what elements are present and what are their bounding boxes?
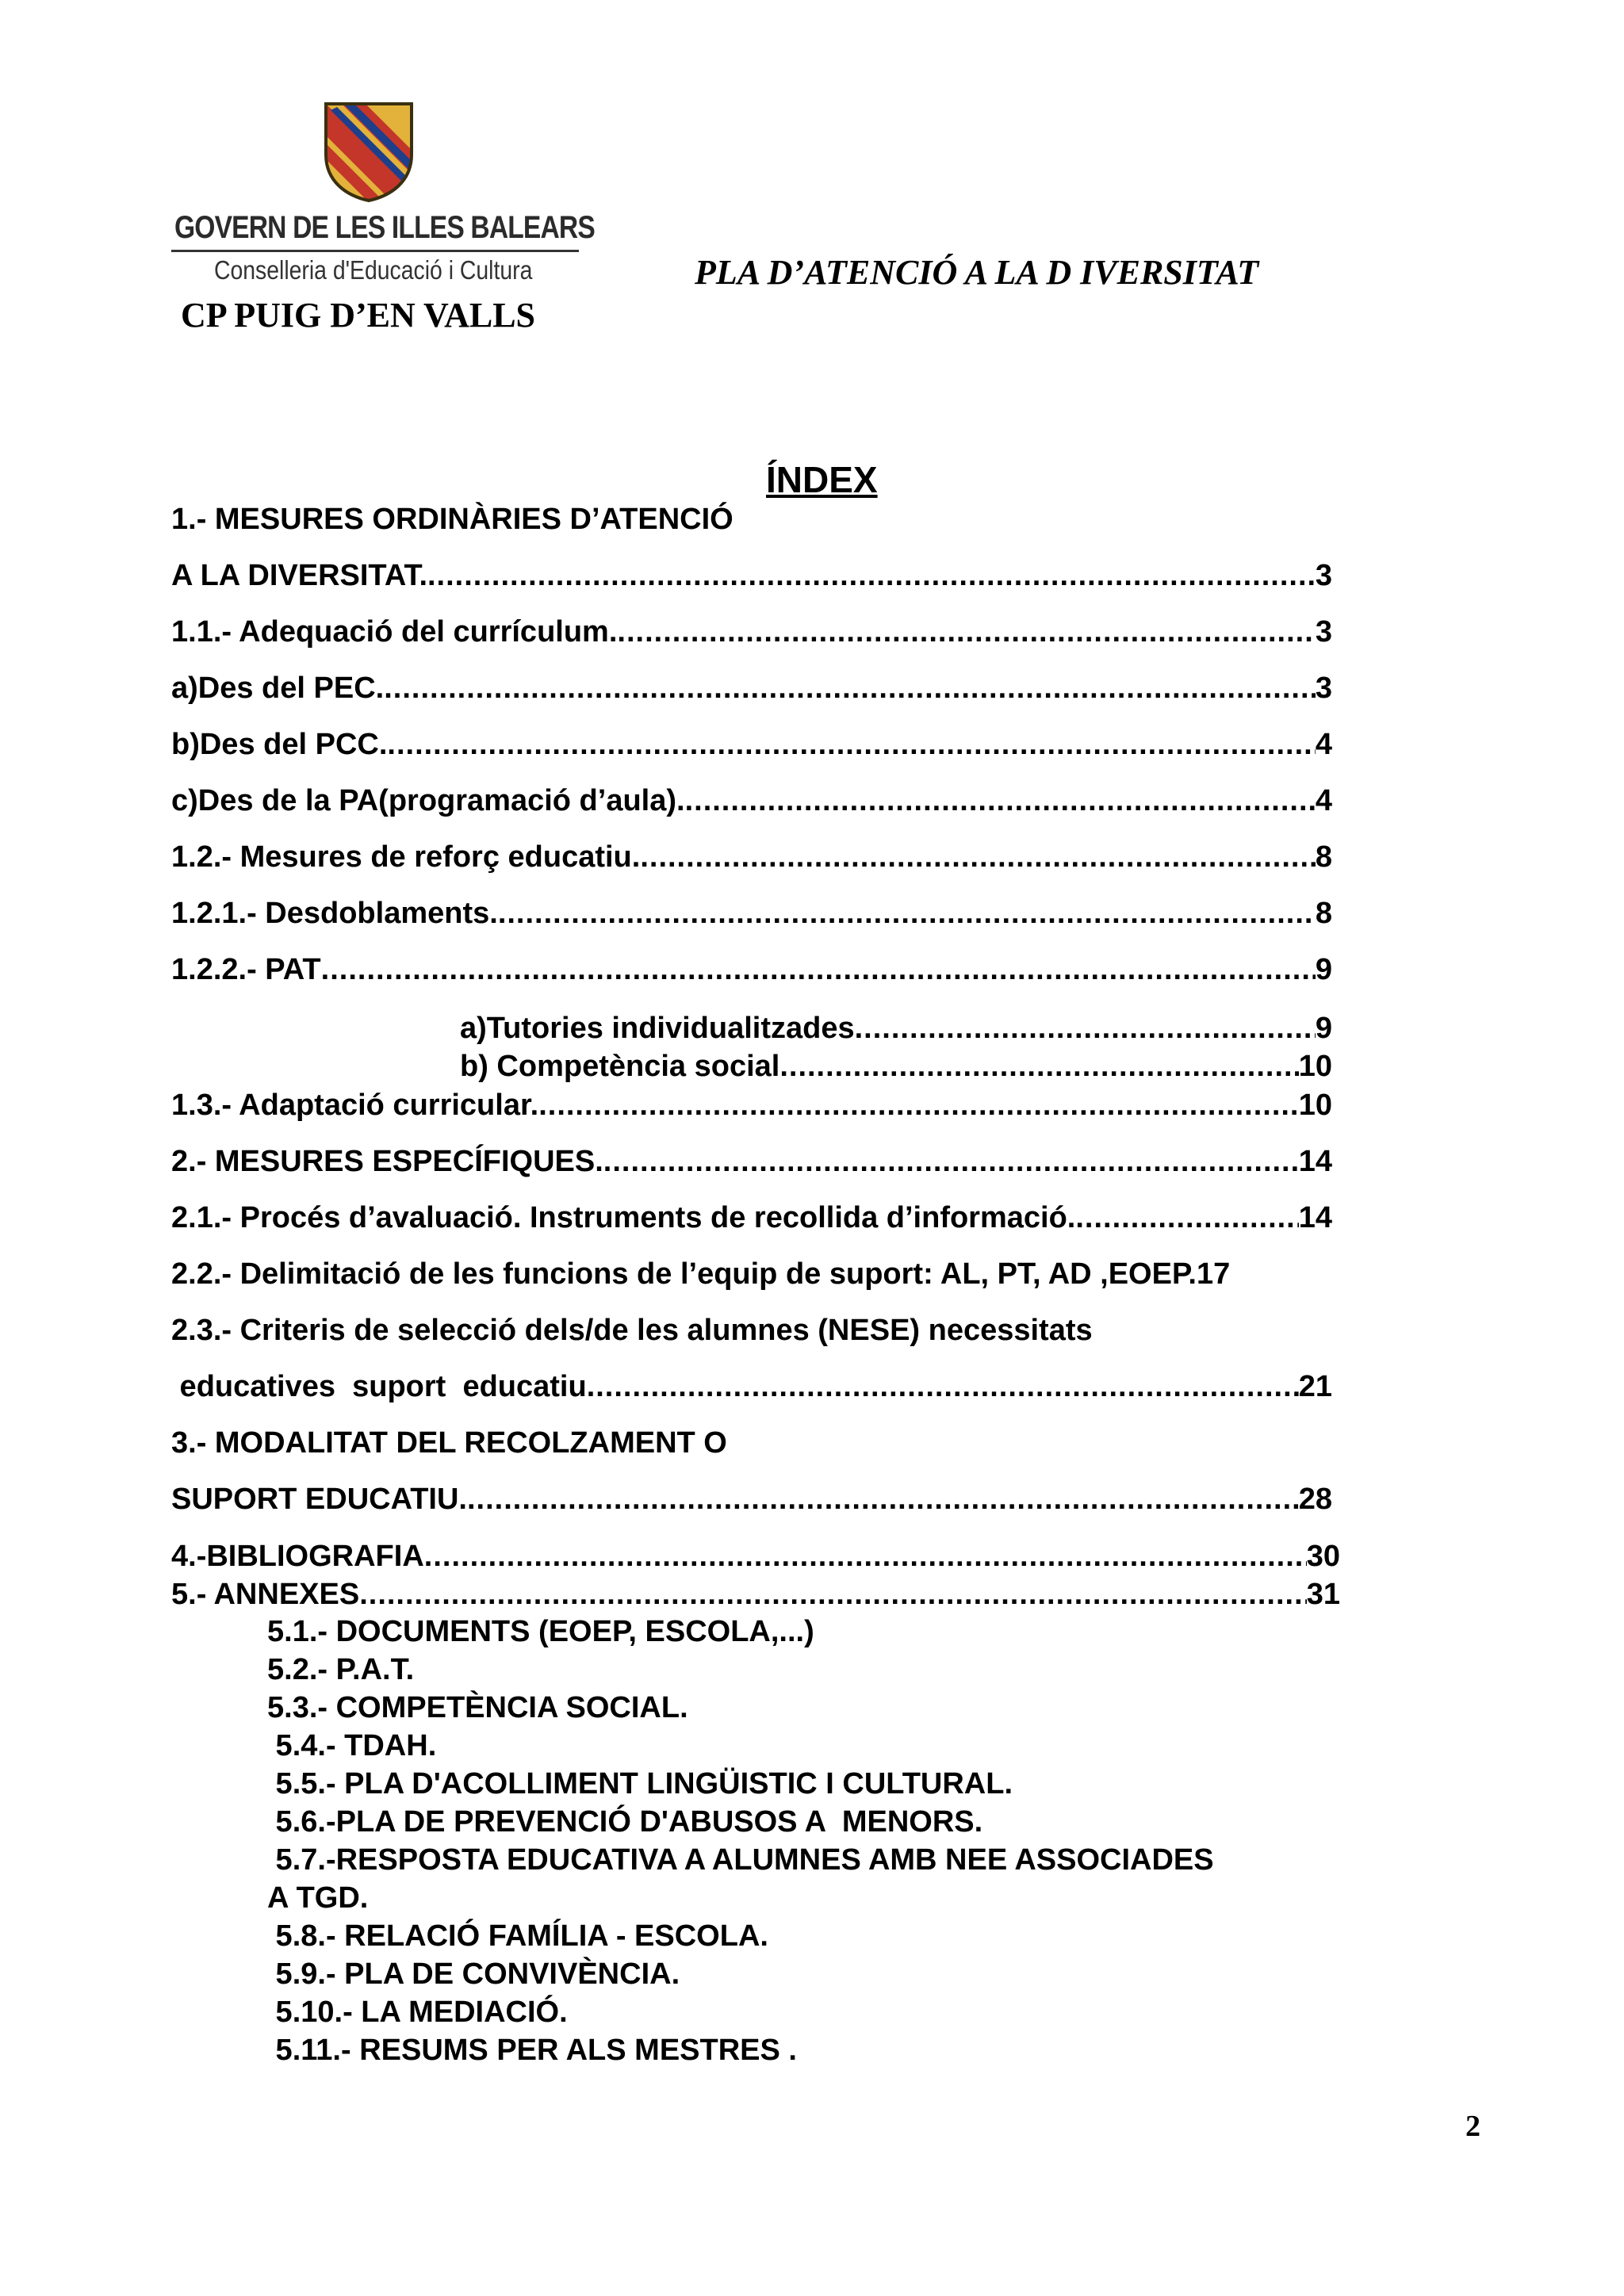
toc-entry-text: 1.2.1.- Desdoblaments. [171, 897, 498, 930]
toc-entry-page: 21 [1298, 1370, 1332, 1403]
toc-entry[interactable] [171, 557, 1332, 594]
toc-entry[interactable] [460, 1010, 1332, 1047]
toc-entry[interactable] [171, 783, 1332, 819]
annex-item: A TGD. [267, 1881, 369, 1915]
toc-entry[interactable] [171, 895, 1332, 932]
toc-entry-page: 31 [1306, 1578, 1340, 1611]
toc-entry[interactable] [171, 1143, 1332, 1180]
toc-entry[interactable] [171, 1481, 1332, 1517]
toc-entry-text: 1.3.- Adaptació curricular. [171, 1089, 539, 1122]
toc-entry-text: A LA DIVERSITAT. [171, 559, 427, 592]
toc-entry-page: 8 [1315, 840, 1332, 874]
toc-entry-2-3[interactable]: 2.3.- Criteris de selecció dels/de les alumnes (NESE) necessitats [171, 1314, 1093, 1347]
toc-entry-page: 30 [1306, 1540, 1340, 1573]
toc-entry-text: a)Tutories individualitzades [460, 1012, 855, 1045]
toc-entry-text: 2.- MESURES ESPECÍFIQUES. [171, 1145, 603, 1178]
toc-entry-text: 1.2.- Mesures de reforç educatiu. [171, 840, 641, 874]
toc-entry[interactable] [171, 1200, 1332, 1236]
divider [171, 250, 579, 252]
toc-entry-page: 4 [1315, 784, 1332, 817]
toc-entry[interactable] [171, 839, 1332, 875]
toc-entry-text: b) Competència social [460, 1050, 780, 1083]
toc-entry-page: 10 [1298, 1089, 1332, 1122]
toc-heading-1: 1.- MESURES ORDINÀRIES D’ATENCIÓ [171, 503, 733, 536]
toc-entry-text: SUPORT EDUCATIU. [171, 1483, 467, 1516]
toc-entry-text: 2.1.- Procés d’avaluació. Instruments de recollida d’informació. [171, 1201, 1076, 1234]
toc-entry-2-2[interactable]: 2.2.- Delimitació de les funcions de l’equip de suport: AL, PT, AD ,EOEP.17 [171, 1257, 1231, 1291]
toc-entry-page: 10 [1298, 1050, 1332, 1083]
school-name: CP PUIG D’EN VALLS [181, 296, 536, 335]
annex-item[interactable]: 5.1.- DOCUMENTS (EOEP, ESCOLA,...) [267, 1615, 814, 1648]
toc-entry-annexes[interactable] [171, 1576, 1340, 1613]
toc-entry[interactable] [460, 1048, 1332, 1085]
toc-entry-text: educatives suport educatiu [171, 1370, 587, 1403]
toc-entry-page: 3 [1315, 672, 1332, 705]
toc-entry-page: 14 [1298, 1145, 1332, 1178]
annex-item[interactable]: 5.2.- P.A.T. [267, 1653, 415, 1686]
toc-entry-text: 4.-BIBLIOGRAFIA [171, 1540, 424, 1573]
toc-entry-page: 4 [1315, 728, 1332, 761]
toc-entry-bibliography[interactable] [171, 1538, 1340, 1575]
toc-entry[interactable] [171, 1368, 1332, 1405]
document-title: PLA D’ATENCIÓ A LA D IVERSITAT [695, 253, 1259, 292]
toc-entry[interactable] [171, 726, 1332, 763]
toc-entry-page: 3 [1315, 615, 1332, 649]
toc-entry[interactable] [171, 670, 1332, 706]
page-number: 2 [1465, 2110, 1480, 2143]
toc-entry-text: a)Des del PEC. [171, 672, 385, 705]
toc-entry-page: 14 [1298, 1201, 1332, 1234]
toc-entry[interactable] [171, 614, 1332, 650]
toc-entry-text: 5.- ANNEXES [171, 1578, 360, 1611]
toc-entry-page: 8 [1315, 897, 1332, 930]
department-name: Conselleria d'Educació i Cultura [214, 255, 533, 285]
annex-item[interactable]: 5.9.- PLA DE CONVIVÈNCIA. [267, 1957, 680, 1991]
toc-entry-text: 1.2.2.- PAT [171, 953, 321, 986]
coat-of-arms-logo [321, 99, 416, 202]
annex-item[interactable]: 5.11.- RESUMS PER ALS MESTRES . [267, 2034, 797, 2067]
toc-entry-text: 1.1.- Adequació del currículum. [171, 615, 618, 649]
annex-item[interactable]: 5.6.-PLA DE PREVENCIÓ D'ABUSOS A MENORS. [267, 1805, 983, 1839]
annex-item[interactable]: 5.7.-RESPOSTA EDUCATIVA A ALUMNES AMB NEE ASSOCIADES [267, 1843, 1214, 1877]
government-name: GOVERN DE LES ILLES BALEARS [174, 210, 595, 245]
toc-entry-text: c)Des de la PA(programació d’aula). [171, 784, 685, 817]
shield-icon [321, 99, 416, 202]
index-title: ÍNDEX [766, 459, 878, 500]
annex-item[interactable]: 5.8.- RELACIÓ FAMÍLIA - ESCOLA. [267, 1919, 768, 1953]
toc-entry-page: 3 [1315, 559, 1332, 592]
toc-entry[interactable] [171, 1087, 1332, 1123]
toc-entry-page: 28 [1298, 1483, 1332, 1516]
annex-item[interactable]: 5.4.- TDAH. [267, 1729, 437, 1762]
toc-entry-page: 9 [1315, 1012, 1332, 1045]
toc-entry[interactable] [171, 951, 1332, 988]
toc-heading-3: 3.- MODALITAT DEL RECOLZAMENT O [171, 1426, 727, 1460]
annex-item[interactable]: 5.5.- PLA D'ACOLLIMENT LINGÜISTIC I CULTURAL. [267, 1767, 1013, 1800]
toc-entry-text: b)Des del PCC. [171, 728, 388, 761]
toc-entry-page: 9 [1315, 953, 1332, 986]
annex-item[interactable]: 5.10.- LA MEDIACIÓ. [267, 1996, 568, 2029]
annex-item[interactable]: 5.3.- COMPETÈNCIA SOCIAL. [267, 1691, 688, 1724]
